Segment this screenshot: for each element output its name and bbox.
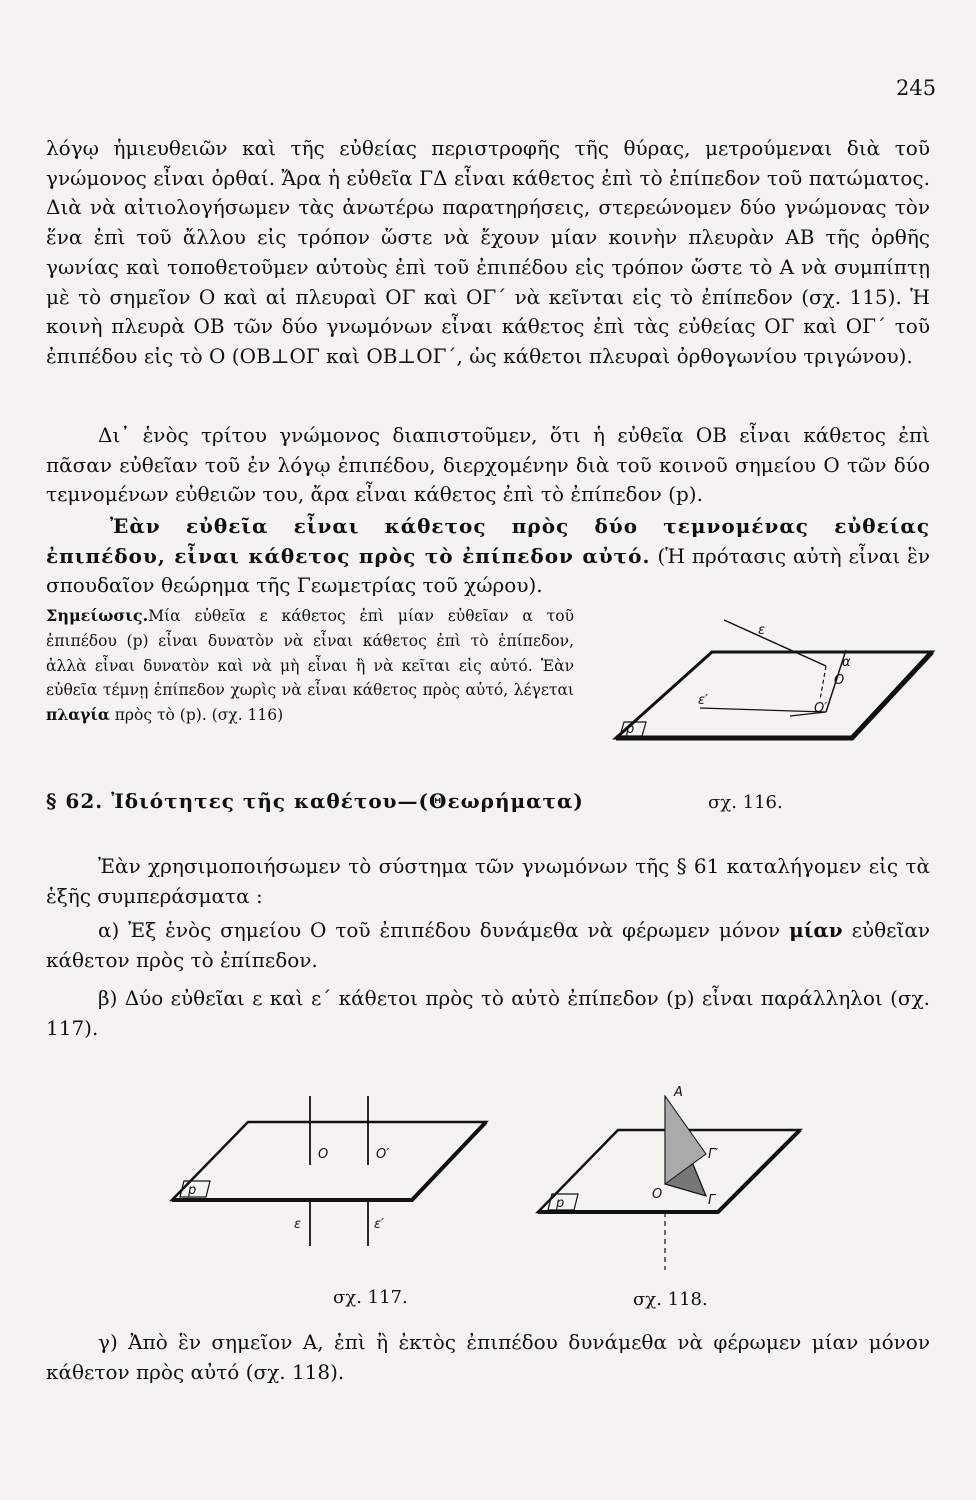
item-a-text-2: εὐθεῖαν κάθετον πρὸς τὸ ἐπίπεδον. <box>46 918 930 972</box>
fig118-label-g: Γ <box>708 1193 716 1208</box>
paragraph-1: λόγῳ ἡμιευθειῶν καὶ τῆς εὐθείας περιστροφῆς τῆς θύρας, μετρούμεναι διὰ τοῦ γνώμονος εἶναι ὀρθαί. Ἄρα ἡ εὐθεῖα ΓΔ εἶναι κάθετος ἐπὶ τὸ ἐπίπεδον τοῦ πατώματος. Διὰ νὰ αἰτιολογήσωμεν τὰς ἀνωτέρω παρατηρήσεις, στερεώνομεν δύο γνώμονας τὸν ἕνα ἐπὶ τοῦ ἄλλου εἰς τρόπον ὥστε νὰ ἔχουν μίαν κοινὴν πλευρὰν ΑΒ τῆς ὀρθῆς γωνίας καὶ τοποθετοῦμεν αὐτοὺς ἐπὶ τοῦ ἐπιπέδου εἰς τρόπον ὥστε τὸ Α νὰ συμπίπτῃ μὲ τὸ σημεῖον Ο καὶ αἱ πλευραὶ ΟΓ καὶ ΟΓ΄ νὰ κεῖνται εἰς τὸ ἐπίπεδον (σχ. 115). Ἡ κοινὴ πλευρὰ ΟΒ τῶν δύο γνωμόνων εἶναι κάθετος ἐπὶ τὰς εὐθείας ΟΓ καὶ ΟΓ΄ τοῦ ἐπιπέδου εἰς τὸ Ο (ΟΒ⊥ΟΓ καὶ ΟΒ⊥ΟΓ΄, ὡς κάθετοι πλευραὶ ὀρθογωνίου τριγώνου). <box>46 136 930 368</box>
fig118-label-p: p <box>556 1196 565 1211</box>
fig117-label-o2: O′ <box>376 1147 390 1162</box>
note-text-1: Μία εὐθεῖα ε κάθετος ἐπὶ μίαν εὐθεῖαν α τοῦ ἐπιπέδου (p) εἶναι δυνατὸν νὰ εἶναι κάθετος ἐπὶ τὸ ἐπίπεδον, ἀλλὰ εἶναι δυνατὸν καὶ νὰ μὴ εἶναι ἢ νὰ κεῖται εἰς αὐτό. Ἐὰν εὐθεῖα τέμνῃ ἐπίπεδον χωρὶς νὰ εἶναι κάθετος πρὸς αὐτό, λέγεται <box>46 607 574 700</box>
fig116-label-p: p <box>626 722 635 737</box>
theorem-comment: (Ἡ πρότασις αὐτὴ εἶναι ἓν σπουδαῖον θεώρημα τῆς Γεωμετρίας τοῦ χώρου). <box>46 543 931 598</box>
page-number: 245 <box>896 76 937 100</box>
paragraph-5: Ἐὰν χρησιμοποιήσωμεν τὸ σύστημα τῶν γνωμόνων τῆς § 61 καταλήγομεν εἰς τὰ ἑξῆς συμπεράσματα : <box>46 854 930 908</box>
fig117-label-e2: ε′ <box>374 1217 384 1232</box>
fig117-label-e: ε <box>294 1217 302 1232</box>
fig118-label-g2: Γ′ <box>708 1147 719 1162</box>
fig118-label-a: A <box>674 1085 683 1100</box>
fig116-label-e2: ε′ <box>698 693 708 708</box>
fig118-label-o: O <box>652 1187 663 1202</box>
note-bold-term: πλαγία <box>46 705 110 725</box>
fig116-label-a: α <box>842 655 851 670</box>
theorem-statement: Ἐὰν εὐθεῖα εἶναι κάθετος πρὸς δύο τεμνομένας εὐθείας ἐπιπέδου, εἶναι κάθετος πρὸς τὸ ἐπίπεδον αὐτό. <box>46 514 930 568</box>
fig118-caption: σχ. 118. <box>633 1289 708 1310</box>
fig116-caption: σχ. 116. <box>708 792 783 813</box>
fig117-caption: σχ. 117. <box>333 1287 408 1308</box>
note-label: Σημείωσις. <box>46 606 149 625</box>
item-a-text-1: α) Ἐξ ἑνὸς σημείου Ο τοῦ ἐπιπέδου δυνάμεθα νὰ φέρωμεν μόνον <box>98 918 790 942</box>
item-b: β) Δύο εὐθεῖαι ε καὶ ε΄ κάθετοι πρὸς τὸ αὐτὸ ἐπίπεδον (p) εἶναι παράλληλοι (σχ. 117). <box>46 986 930 1040</box>
note-text-2: πρὸς τὸ (p). (σχ. 116) <box>109 706 284 725</box>
section-title: § 62. Ἰδιότητες τῆς καθέτου—(Θεωρήματα) <box>46 789 584 813</box>
fig117-label-p: p <box>188 1183 197 1198</box>
item-c: γ) Ἀπὸ ἓν σημεῖον Α, ἐπὶ ἢ ἐκτὸς ἐπιπέδου δυνάμεθα νὰ φέρωμεν μίαν μόνον κάθετον πρὸς αὐτό (σχ. 118). <box>46 1330 930 1384</box>
fig117-label-o: O <box>318 1147 329 1162</box>
item-a-bold: μίαν <box>789 918 843 942</box>
paragraph-2: Δι᾽ ἑνὸς τρίτου γνώμονος διαπιστοῦμεν, ὅτι ἡ εὐθεῖα ΟΒ εἶναι κάθετος ἐπὶ πᾶσαν εὐθεῖαν τοῦ ἐν λόγῳ ἐπιπέδου, διερχομένην διὰ τοῦ κοινοῦ σημείου Ο τῶν δύο τεμνομένων εὐθειῶν του, ἄρα εἶναι κάθετος ἐπὶ τὸ ἐπίπεδον (p). <box>46 423 930 507</box>
fig116-label-o2: O′ <box>814 701 828 716</box>
fig116-label-e: ε <box>758 623 766 638</box>
fig116-label-o: O <box>834 673 845 688</box>
